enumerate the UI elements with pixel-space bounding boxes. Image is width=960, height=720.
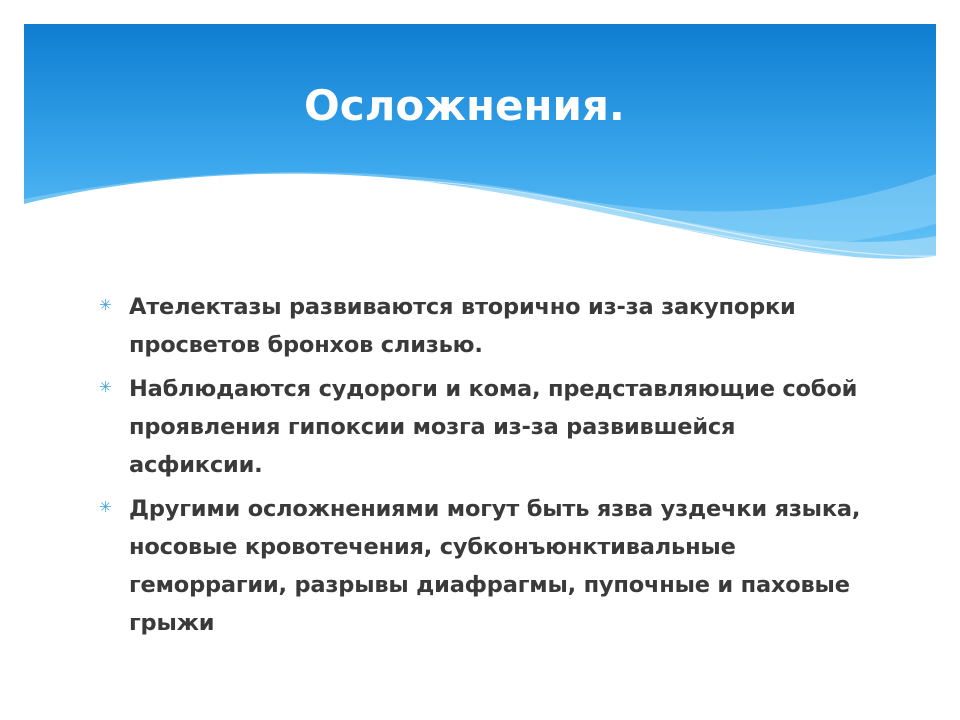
slide-title: Осложнения.	[304, 81, 625, 130]
bullet-item	[96, 490, 876, 642]
bullet-text: Ателектазы развиваются вторично из-за закупорки просветов бронхов слизью.	[129, 294, 796, 358]
asterisk-icon: ✳	[99, 296, 112, 314]
bullet-text: Другими осложнениями могут быть язва уздечки языка, носовые кровотечения, субконъюнктивальные геморрагии, разрывы диафрагмы, пупочные и паховые грыжи	[129, 496, 861, 636]
bullet-list	[96, 288, 876, 648]
bullet-text: Наблюдаются судороги и кома, представляющие собой проявления гипоксии мозга из-за развившейся асфиксии.	[129, 376, 858, 478]
asterisk-icon: ✳	[99, 378, 112, 396]
header-wave-banner	[24, 24, 936, 274]
bullet-item	[96, 288, 876, 364]
asterisk-icon: ✳	[99, 498, 112, 516]
bullet-item	[96, 370, 876, 484]
